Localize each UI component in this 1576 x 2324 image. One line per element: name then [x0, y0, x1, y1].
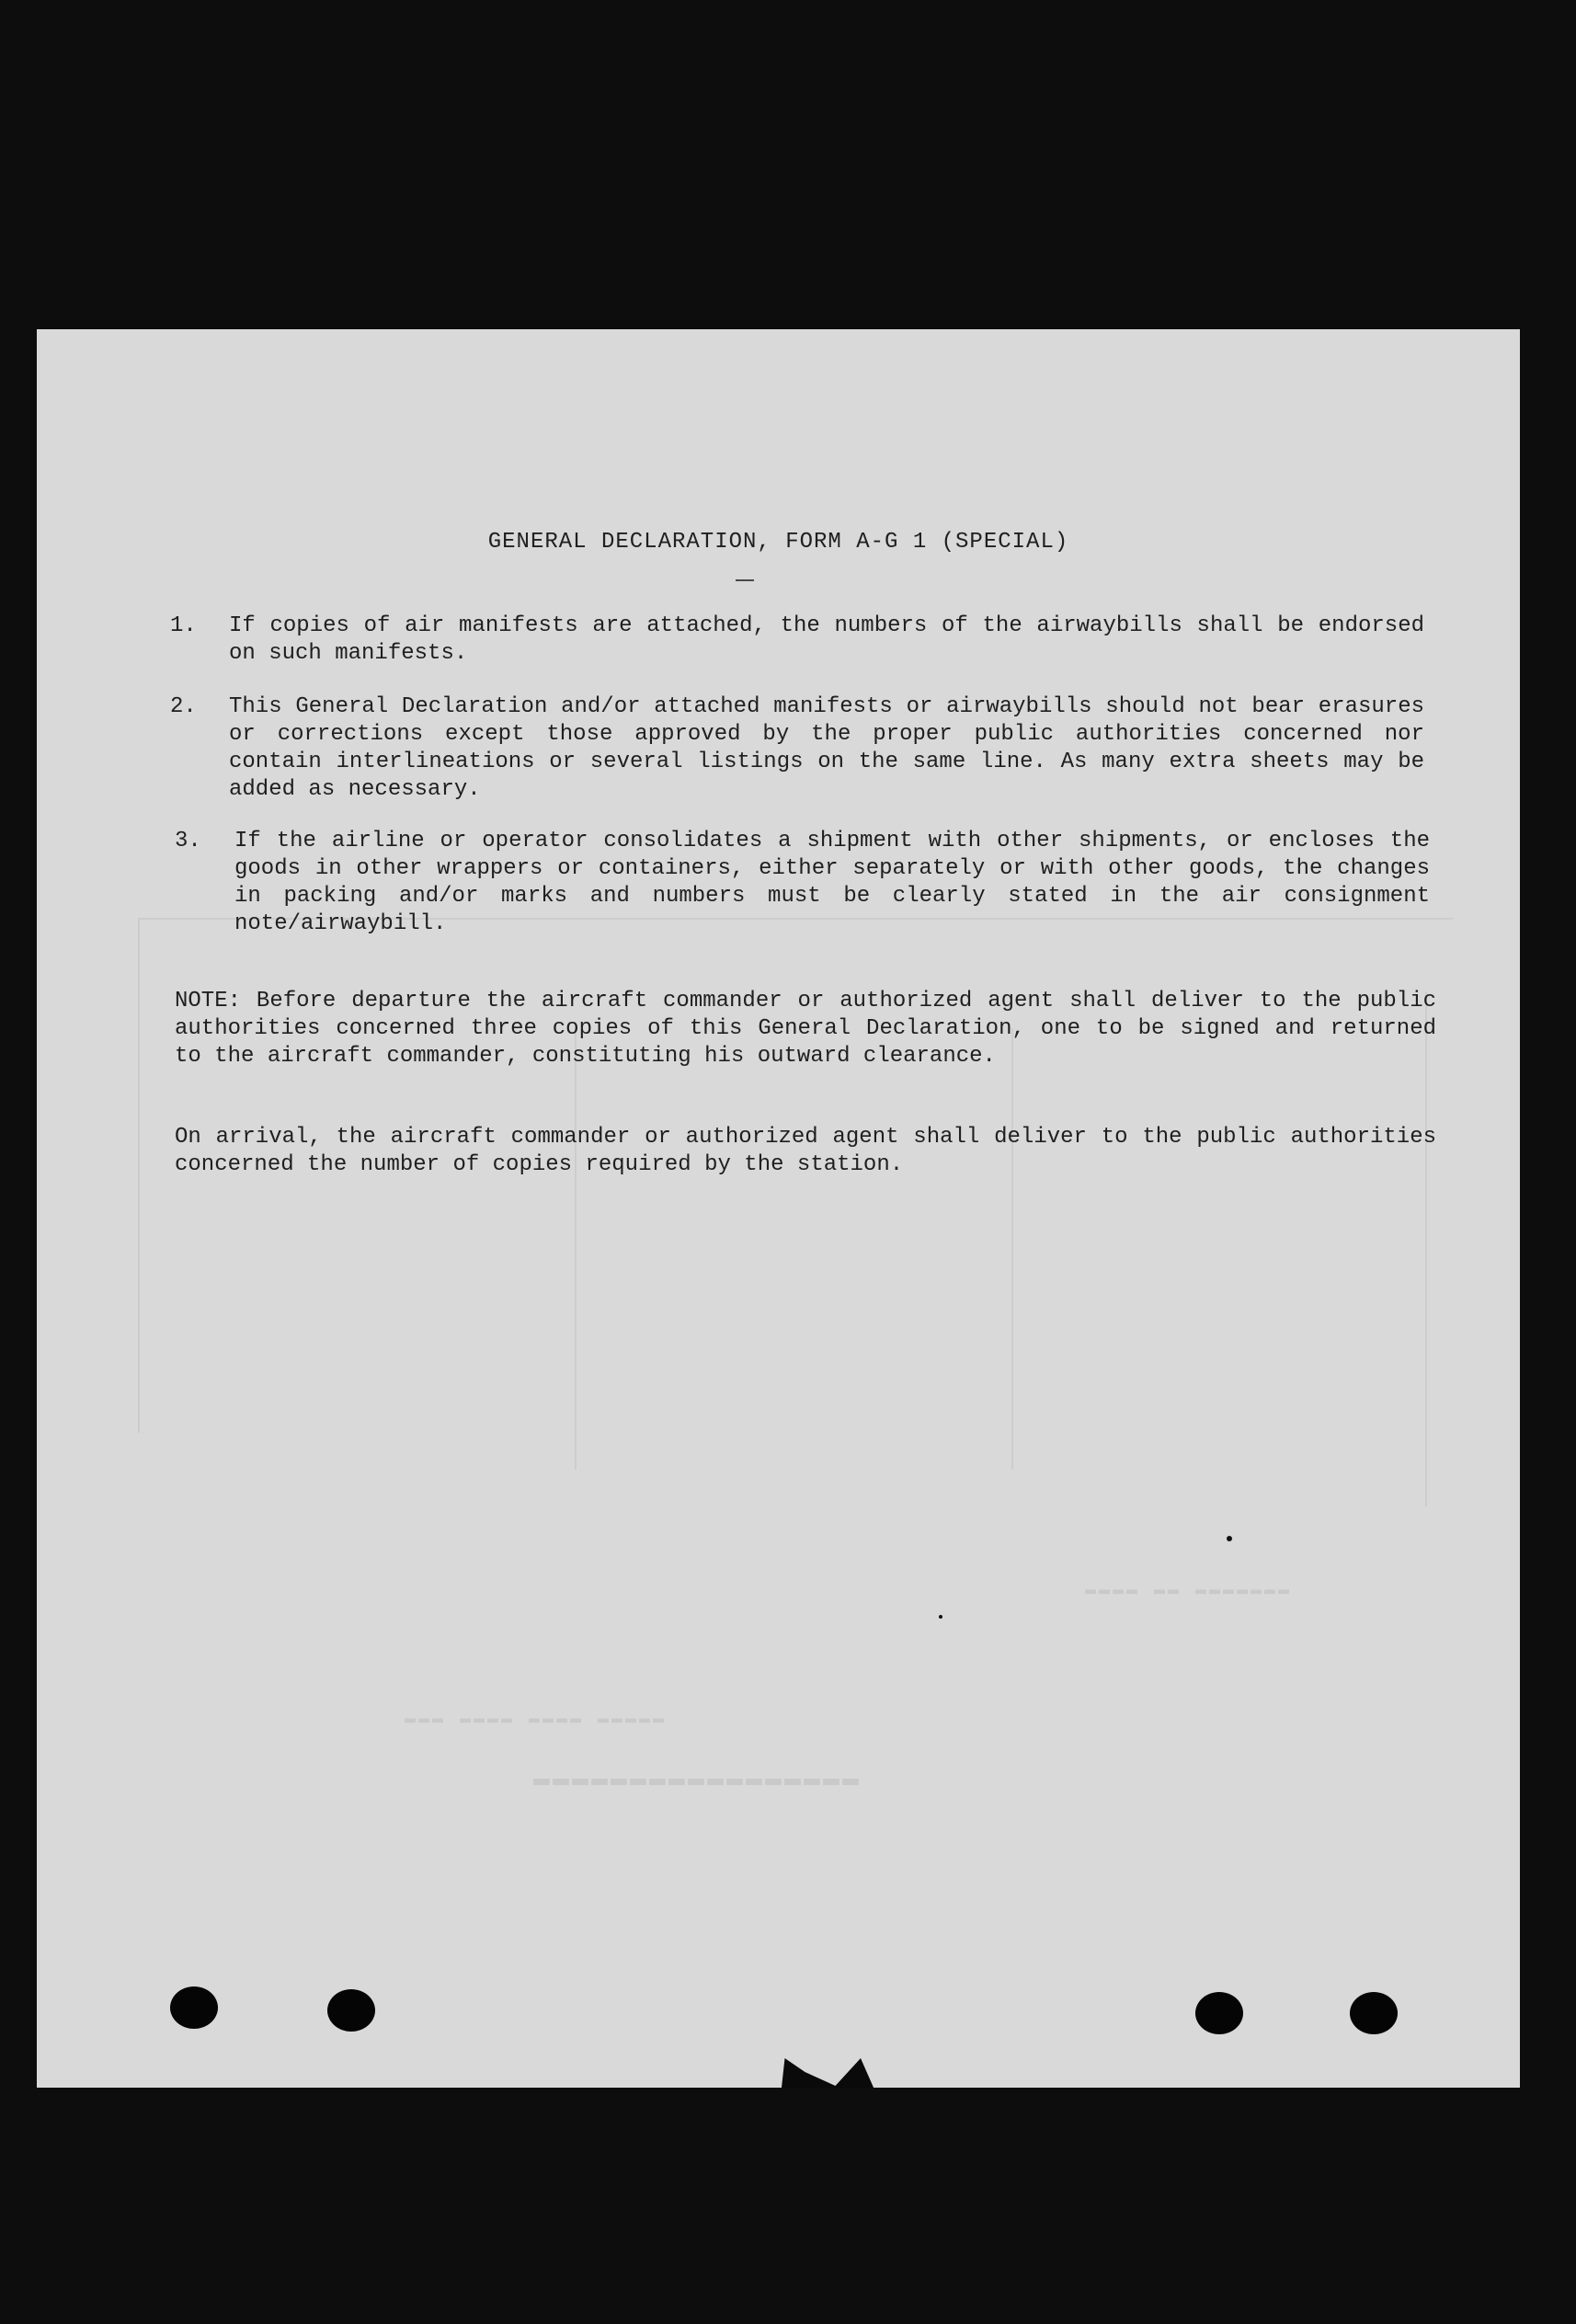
document-page: [37, 329, 1520, 2088]
title-underline: [736, 579, 754, 581]
item-text: If the airline or operator consolidates a shipment with other shipments, or encloses the goods in other wrappers or containers, either separately or with other goods, the changes in packing and/or marks and numbers must be clearly stated in the air consignment note/airwaybill.: [234, 829, 1430, 936]
speck: [939, 1615, 942, 1619]
item-number: 1.: [170, 613, 197, 638]
bleed-through-line: [138, 918, 140, 1433]
punch-hole: [327, 1989, 375, 2032]
bleed-through-line: [575, 1028, 577, 1470]
item-number: 2.: [170, 694, 197, 719]
item-text: This General Declaration and/or attached manifests or airwaybills should not bear erasures or corrections except those approved by the proper public authorities concerned nor contain interlineations or several listings on the same line. As many extra sheets may be added as necessary.: [229, 694, 1424, 802]
bleed-through-text: ▬▬▬▬ ▬▬ ▬▬▬▬▬▬▬: [1085, 1580, 1293, 1601]
note-paragraph: NOTE: Before departure the aircraft commander or authorized agent shall deliver to the public authorities concerned three copies of this General Declaration, one to be signed and returned to the aircraft commander, constituting his outward clearance.: [175, 989, 1436, 1069]
instruction-item: [170, 693, 1439, 804]
punch-hole: [1350, 1992, 1398, 2034]
instruction-item: [170, 828, 1439, 938]
speck: [1227, 1536, 1232, 1541]
bleed-through-line: [1011, 1028, 1013, 1470]
item-text: If copies of air manifests are attached, the numbers of the airwaybills shall be endorsed on such manifests.: [229, 613, 1424, 666]
bleed-through-text: ▬▬▬▬▬▬▬▬▬▬▬▬▬▬▬▬▬: [533, 1764, 862, 1795]
arrival-paragraph: On arrival, the aircraft commander or authorized agent shall deliver to the public authorities concerned the number of copies required by the station.: [175, 1125, 1436, 1177]
punch-hole: [170, 1986, 218, 2029]
item-number: 3.: [175, 829, 201, 853]
bleed-through-text: ▬▬▬ ▬▬▬▬ ▬▬▬▬ ▬▬▬▬▬: [405, 1709, 668, 1730]
punch-hole: [1195, 1992, 1243, 2034]
instruction-item: [170, 612, 1439, 668]
document-title: GENERAL DECLARATION, FORM A-G 1 (SPECIAL): [487, 530, 1069, 555]
binder-clip-shadow: [780, 2058, 881, 2088]
